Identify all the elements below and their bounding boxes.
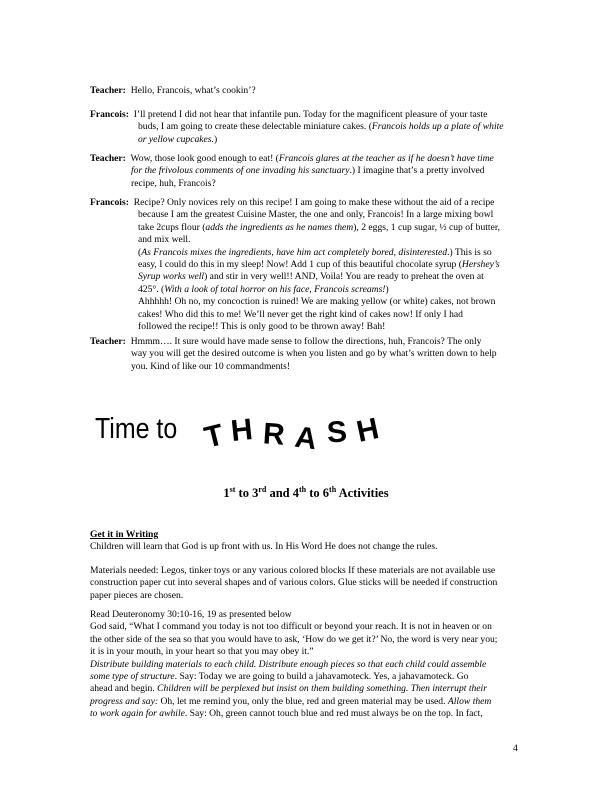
stage-direction: As Francois mixes the ingredients, have him act completely bored, disinterested <box>141 246 448 258</box>
say-text: ahead and begin. <box>90 683 158 695</box>
dialogue-text: recipe, huh, Francois? <box>131 177 216 189</box>
time-to-heading: Time to <box>95 413 178 445</box>
thrash-letter: R <box>261 417 286 452</box>
stage-direction: for the frivolous comments of one invading his sanctuary <box>131 165 350 177</box>
materials-text: construction paper cut into several shapes and of various colors. Glue sticks will be needed if construction <box>90 577 498 589</box>
reading-paragraph <box>90 609 530 721</box>
thrash-letter: H <box>229 412 255 449</box>
scripture-text: God said, “What I command you today is not too difficult or beyond your reach. It is not in heaven or on <box>90 621 492 633</box>
thrash-letter: H <box>353 412 382 449</box>
section-title-block <box>90 529 530 554</box>
instruction-text: Distribute building materials to each child. Distribute enough pieces so that each child could assemble <box>90 658 487 670</box>
stage-direction: or yellow cupcakes. <box>138 133 214 145</box>
dialogue-text: Wow, those look good enough to eat! ( <box>130 153 279 164</box>
dialogue-text: ), 2 eggs, 1 cup sugar, ½ cup of butter, <box>353 221 501 233</box>
dialogue-text: because I am the greatest Cuisine Master, the one and only, Francois! In a large mixing bowl <box>138 209 494 221</box>
section-title: Get it in Writing <box>90 529 159 540</box>
dialogue-francois-2 <box>90 197 530 333</box>
materials-text: Materials needed: Legos, tinker toys or any various colored blocks If these materials are not available use <box>90 565 496 576</box>
dialogue-text: I’ll pretend I did not hear that infantile pun. Today for the magnificent pleasure of your taste <box>133 109 488 120</box>
dialogue-text: you. Kind of like our 10 commandments! <box>131 360 291 372</box>
dialogue-text: .) This is so <box>447 246 492 258</box>
stage-direction: Hershey’s <box>461 259 500 271</box>
dialogue-text: .) I imagine that’s a pretty involved <box>349 165 485 177</box>
instruction-text: Children will be perplexed but insist on them building something. Then interrupt their <box>157 683 487 695</box>
scripture-text: it is in your mouth, in your heart so that you may obey it.” <box>90 646 314 658</box>
speaker-label: Francois: <box>90 197 129 208</box>
speaker-label: Teacher: <box>90 85 126 96</box>
instruction-text: progress and say: <box>90 695 159 707</box>
dialogue-text: take 2cups flour ( <box>138 221 206 233</box>
dialogue-text: cakes! Who did this to me! We’ll never get the right kind of cakes now! If only I had <box>138 308 463 320</box>
instruction-text: Allow them <box>447 695 492 707</box>
dialogue-francois-1 <box>90 109 530 146</box>
stage-direction: Syrup works well <box>138 271 205 283</box>
dialogue-text: Recipe? Only novices rely on this recipe! I am going to make these without the aid of a recipe <box>133 197 495 208</box>
reading-reference: Read Deuteronomy 30:10-16, 19 as presented below <box>90 609 292 620</box>
speaker-label: Teacher: <box>90 153 126 164</box>
dialogue-text: ) <box>213 133 218 145</box>
speaker-label: Teacher: <box>90 336 126 347</box>
say-text: . Say: Today we are going to build a jahavamoteck. Yes, a jahavamoteck. Go <box>174 671 469 683</box>
dialogue-text: ) <box>385 283 389 295</box>
thrash-letter: S <box>325 415 349 450</box>
stage-direction: Francois glares at the teacher as if he doesn’t have time <box>278 153 494 164</box>
section-intro: Children will learn that God is up front with us. In His Word He does not change the rules. <box>90 541 438 553</box>
dialogue-teacher-1 <box>90 85 530 97</box>
materials-text: paper pieces are chosen. <box>90 589 184 601</box>
say-text: . Say: Oh, green cannot touch blue and red must always be on the top. In fact, <box>184 708 483 720</box>
materials-paragraph <box>90 565 530 602</box>
speaker-label: Francois: <box>90 109 129 120</box>
page-number: 4 <box>513 743 518 754</box>
dialogue-text: ) and stir in very well!! AND, Voila! You are ready to preheat the oven at <box>204 271 484 283</box>
dialogue-text: Ahhhhh! Oh no, my concoction is ruined! We are making yellow (or white) cakes, not brown <box>138 296 496 308</box>
say-text: Oh, let me remind you, only the blue, red and green material may be used. <box>158 695 448 707</box>
thrash-letter: T <box>201 418 227 455</box>
instruction-text: some type of structure <box>90 671 175 683</box>
dialogue-text: 425°. ( <box>138 283 165 295</box>
stage-direction: adds the ingredients as he names them <box>205 221 354 233</box>
dialogue-text: buds, I am going to create these delectable miniature cakes. ( <box>138 121 372 133</box>
instruction-text: to work again for awhile <box>90 708 185 720</box>
thrash-letter: A <box>292 420 319 457</box>
dialogue-text: way you will get the desired outcome is when you listen and go by what’s written down to help <box>131 348 497 360</box>
stage-direction: With a look of total horror on his face, Francois screams! <box>164 283 386 295</box>
dialogue-text: Hello, Francois, what’s cookin’? <box>130 85 256 96</box>
dialogue-text: easy, I could do this in my sleep! Now! Add 1 cup of this beautiful chocolate syrup ( <box>138 259 462 271</box>
dialogue-text: and mix well. <box>138 234 191 246</box>
dialogue-text: Hmmm…. It sure would have made sense to follow the directions, huh, Francois? The only <box>130 336 482 347</box>
dialogue-teacher-3 <box>90 336 530 373</box>
stage-direction: Francois holds up a plate of white <box>371 121 504 133</box>
scripture-text: the other side of the sea so that you would have to ask, ‘How do we get it?’ No, the word is very near you; <box>90 633 498 645</box>
dialogue-text: ( <box>138 246 142 258</box>
activities-heading: 1st to 3rd and 4th to 6th Activities <box>223 485 389 500</box>
dialogue-text: followed the recipe!! This is only good to be thrown away! Bah! <box>138 321 386 333</box>
dialogue-teacher-2 <box>90 153 530 190</box>
